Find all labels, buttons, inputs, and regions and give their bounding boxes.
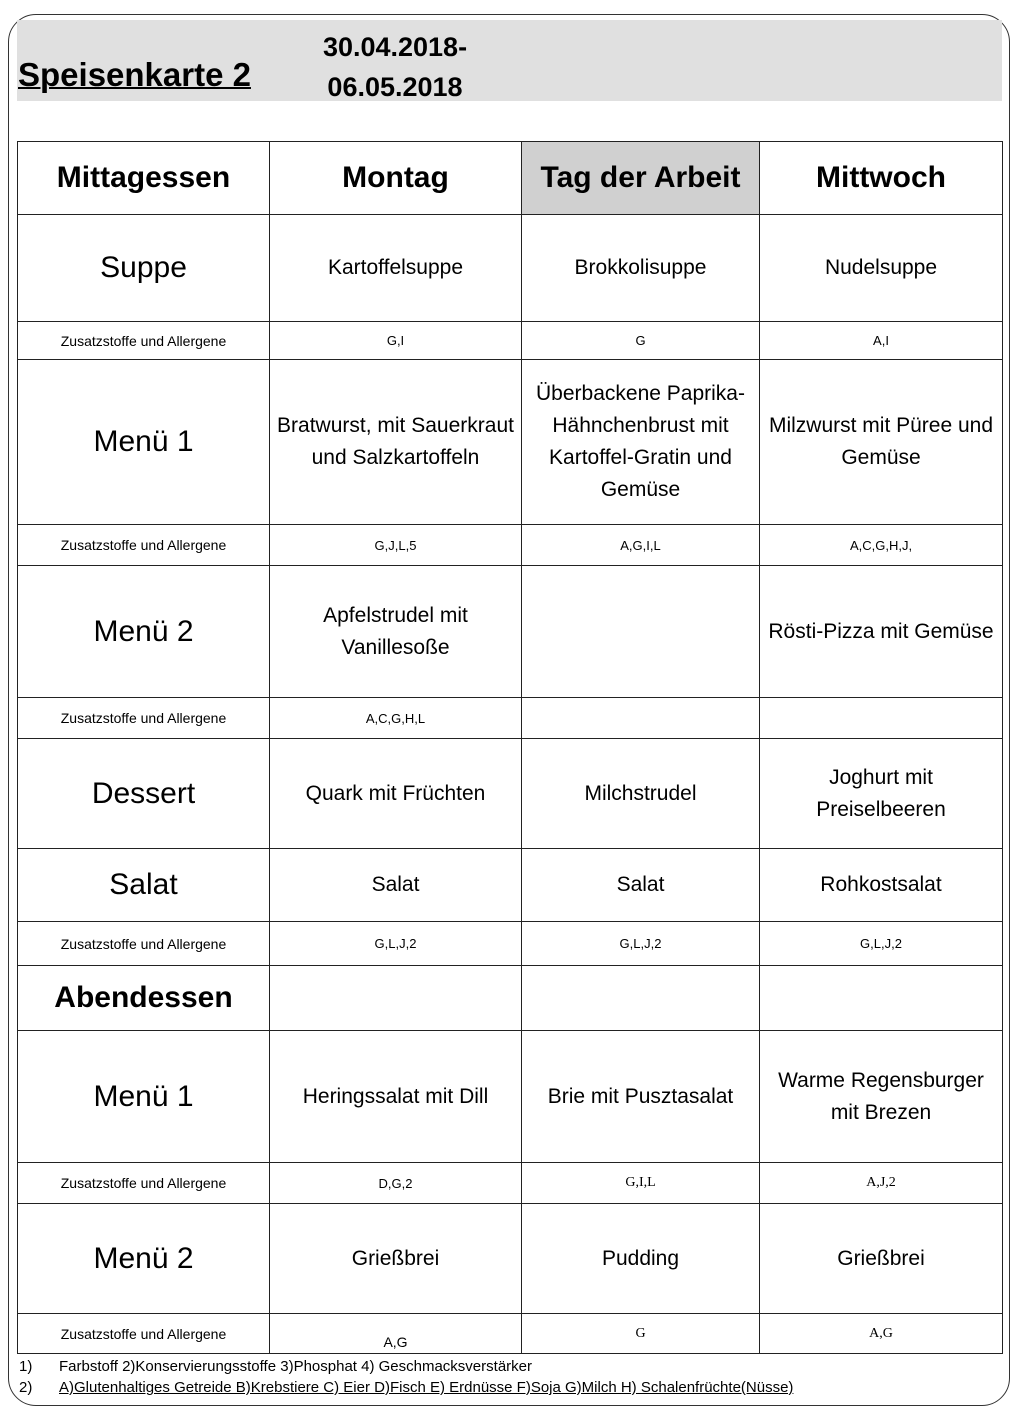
dinner-menu2-tag-der-arbeit: Pudding <box>522 1204 760 1314</box>
additives-menu2-mittwoch <box>760 698 1003 739</box>
row-additives-suppe <box>18 322 1003 360</box>
row-additives-dinner-menu1 <box>18 1163 1003 1204</box>
menu1-tag-der-arbeit: Überbackene Paprika-Hähnchenbrust mit Kartoffel-Gratin und Gemüse <box>522 360 760 525</box>
additives-salat-mittwoch: G,L,J,2 <box>760 922 1003 966</box>
menu2-mittwoch: Rösti-Pizza mit Gemüse <box>760 566 1003 698</box>
additives-label: Zusatzstoffe und Allergene <box>18 322 270 360</box>
dinner-menu2-montag: Grießbrei <box>270 1204 522 1314</box>
additives-dinner-menu1-montag: D,G,2 <box>270 1163 522 1204</box>
row-additives-dinner-menu2 <box>18 1314 1003 1354</box>
row-label-salat: Salat <box>18 849 270 922</box>
row-label-suppe: Suppe <box>18 215 270 322</box>
footnote-text: A)Glutenhaltiges Getreide B)Krebstiere C) Eier D)Fisch E) Erdnüsse F)Soja G)Milch H) Schalenfrüchte(Nüsse) <box>59 1379 794 1396</box>
row-salat <box>18 849 1003 922</box>
header-row <box>18 142 1003 215</box>
menu2-montag: Apfelstrudel mit Vanillesoße <box>270 566 522 698</box>
row-suppe <box>18 215 1003 322</box>
suppe-tag-der-arbeit: Brokkolisuppe <box>522 215 760 322</box>
row-menu2 <box>18 566 1003 698</box>
section-heading-abendessen: Abendessen <box>18 966 270 1031</box>
salat-mittwoch: Rohkostsalat <box>760 849 1003 922</box>
dinner-menu1-tag-der-arbeit: Brie mit Pusztasalat <box>522 1031 760 1163</box>
date-range-start: 30.04.2018- <box>322 32 468 62</box>
dinner-menu2-mittwoch: Grießbrei <box>760 1204 1003 1314</box>
row-additives-menu1 <box>18 525 1003 566</box>
row-label-menu1: Menü 1 <box>18 360 270 525</box>
additives-label: Zusatzstoffe und Allergene <box>18 922 270 966</box>
row-menu1 <box>18 360 1003 525</box>
additives-suppe-montag: G,I <box>270 322 522 360</box>
additives-menu1-montag: G,J,L,5 <box>270 525 522 566</box>
additives-label: Zusatzstoffe und Allergene <box>18 698 270 739</box>
row-abendessen-heading <box>18 966 1003 1031</box>
additives-salat-montag: G,L,J,2 <box>270 922 522 966</box>
row-dinner-menu2 <box>18 1204 1003 1314</box>
row-label-menu2: Menü 2 <box>18 566 270 698</box>
date-range-end: 06.05.2018 <box>327 72 463 102</box>
dessert-tag-der-arbeit: Milchstrudel <box>522 739 760 849</box>
additives-dinner-menu1-tag-der-arbeit: G,I,L <box>522 1163 760 1204</box>
additives-dinner-menu2-tag-der-arbeit: G <box>522 1314 760 1354</box>
additives-label: Zusatzstoffe und Allergene <box>18 1163 270 1204</box>
footnotes <box>17 1356 1002 1398</box>
suppe-montag: Kartoffelsuppe <box>270 215 522 322</box>
menu2-tag-der-arbeit <box>522 566 760 698</box>
additives-menu2-montag: A,C,G,H,L <box>270 698 522 739</box>
date-range <box>300 27 490 107</box>
additives-salat-tag-der-arbeit: G,L,J,2 <box>522 922 760 966</box>
additives-menu2-tag-der-arbeit <box>522 698 760 739</box>
row-additives-menu2 <box>18 698 1003 739</box>
additives-label: Zusatzstoffe und Allergene <box>18 1314 270 1354</box>
row-label-dinner-menu2: Menü 2 <box>18 1204 270 1314</box>
footnote-text: Farbstoff 2)Konservierungsstoffe 3)Phosphat 4) Geschmacksverstärker <box>59 1358 532 1375</box>
footnote-2 <box>17 1377 1002 1398</box>
menu1-mittwoch: Milzwurst mit Püree und Gemüse <box>760 360 1003 525</box>
row-dinner-menu1 <box>18 1031 1003 1163</box>
footnote-1 <box>17 1356 1002 1377</box>
empty-cell <box>760 966 1003 1031</box>
empty-cell <box>270 966 522 1031</box>
additives-menu1-tag-der-arbeit: A,G,I,L <box>522 525 760 566</box>
empty-cell <box>522 966 760 1031</box>
header-montag: Montag <box>270 142 522 215</box>
salat-tag-der-arbeit: Salat <box>522 849 760 922</box>
dessert-mittwoch: Joghurt mit Preiselbeeren <box>760 739 1003 849</box>
additives-suppe-mittwoch: A,I <box>760 322 1003 360</box>
row-dessert <box>18 739 1003 849</box>
additives-menu1-mittwoch: A,C,G,H,J, <box>760 525 1003 566</box>
additives-dinner-menu1-mittwoch: A,J,2 <box>760 1163 1003 1204</box>
menu1-montag: Bratwurst, mit Sauerkraut und Salzkartoffeln <box>270 360 522 525</box>
row-label-dessert: Dessert <box>18 739 270 849</box>
row-label-dinner-menu1: Menü 1 <box>18 1031 270 1163</box>
page-title: Speisenkarte 2 <box>18 56 251 93</box>
additives-dinner-menu2-mittwoch: A,G <box>760 1314 1003 1354</box>
additives-label: Zusatzstoffe und Allergene <box>18 525 270 566</box>
menu-table <box>17 141 1003 1354</box>
additives-dinner-menu2-montag: A,G <box>270 1314 522 1354</box>
header-mittwoch: Mittwoch <box>760 142 1003 215</box>
header-mittagessen: Mittagessen <box>18 142 270 215</box>
salat-montag: Salat <box>270 849 522 922</box>
suppe-mittwoch: Nudelsuppe <box>760 215 1003 322</box>
additives-suppe-tag-der-arbeit: G <box>522 322 760 360</box>
footnote-number: 2) <box>19 1379 33 1396</box>
dinner-menu1-mittwoch: Warme Regensburger mit Brezen <box>760 1031 1003 1163</box>
dessert-montag: Quark mit Früchten <box>270 739 522 849</box>
footnote-number: 1) <box>19 1358 33 1375</box>
row-additives-salat <box>18 922 1003 966</box>
header-tag-der-arbeit: Tag der Arbeit <box>522 142 760 215</box>
dinner-menu1-montag: Heringssalat mit Dill <box>270 1031 522 1163</box>
